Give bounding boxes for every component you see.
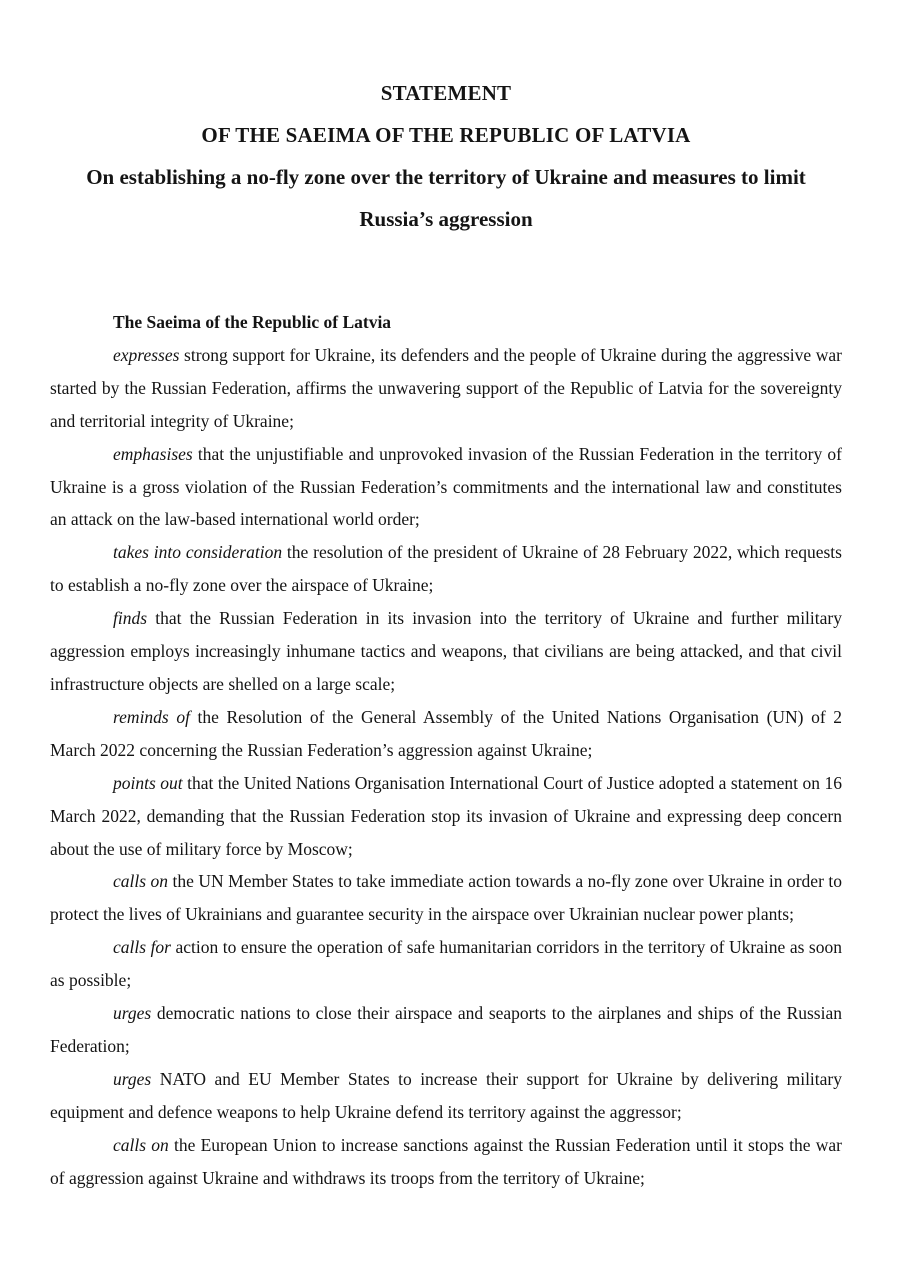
- paragraph-text: democratic nations to close their airspace and seaports to the airplanes and ships of the Russian Federation;: [50, 1003, 842, 1056]
- paragraph-lead-verb: calls for: [113, 937, 171, 958]
- statement-paragraph: [50, 701, 842, 767]
- paragraph-text: that the United Nations Organisation International Court of Justice adopted a statement on 16 March 2022, demanding that the Russian Federation stop its invasion of Ukraine and expressing deep concern about the use of military force by Moscow;: [50, 772, 842, 859]
- paragraph-text: that the Russian Federation in its invasion into the territory of Ukraine and further military aggression employs increasingly inhumane tactics and weapons, that civilians are being attacked, and that civil infrastructure objects are shelled on a large scale;: [50, 608, 842, 694]
- paragraph-lead-verb: emphasises: [113, 443, 193, 464]
- paragraph-text: action to ensure the operation of safe humanitarian corridors in the territory of Ukraine as soon as possible;: [50, 937, 842, 991]
- paragraph-lead-verb: takes into consideration: [113, 542, 283, 563]
- paragraph-lead-verb: points out: [113, 772, 183, 793]
- paragraph-lead-verb: calls on: [113, 1134, 169, 1155]
- statement-paragraph: [50, 438, 842, 537]
- statement-paragraph: [50, 1063, 842, 1129]
- document-body: [50, 306, 842, 1194]
- statement-paragraphs: [50, 339, 842, 1195]
- paragraph-lead-verb: urges: [113, 1068, 152, 1089]
- statement-paragraph: [50, 997, 842, 1063]
- statement-paragraph: [50, 602, 842, 701]
- body-heading: The Saeima of the Republic of Latvia: [113, 312, 392, 332]
- statement-paragraph: [50, 1129, 842, 1195]
- paragraph-text: NATO and EU Member States to increase their support for Ukraine by delivering military equipment and defence weapons to help Ukraine defend its territory against the aggressor;: [50, 1068, 842, 1122]
- paragraph-lead-verb: reminds of: [113, 706, 190, 727]
- paragraph-text: the Resolution of the General Assembly of the United Nations Organisation (UN) of 2 March 2022 concerning the Russian Federation’s aggression against Ukraine;: [50, 706, 842, 760]
- paragraph-text: the resolution of the president of Ukraine of 28 February 2022, which requests to establish a no-fly zone over the airspace of Ukraine;: [50, 542, 842, 596]
- paragraph-lead-verb: finds: [113, 608, 148, 629]
- document-title-line-2: OF THE SAEIMA OF THE REPUBLIC OF LATVIA: [201, 123, 691, 147]
- statement-paragraph: [50, 865, 842, 931]
- paragraph-lead-verb: calls on: [113, 871, 169, 892]
- paragraph-text: that the unjustifiable and unprovoked invasion of the Russian Federation in the territory of Ukraine is a gross violation of the Russian Federation’s commitments and the international law and constitutes an attack on the law-based international world order;: [50, 443, 842, 530]
- paragraph-lead-verb: urges: [113, 1003, 152, 1024]
- statement-paragraph: [50, 339, 842, 438]
- statement-paragraph: [50, 767, 842, 866]
- paragraph-text: the UN Member States to take immediate action towards a no-fly zone over Ukraine in order to protect the lives of Ukrainians and guarantee security in the airspace over Ukrainian nuclear power plants;: [50, 871, 842, 925]
- paragraph-text: strong support for Ukraine, its defenders and the people of Ukraine during the aggressive war started by the Russian Federation, affirms the unwavering support of the Republic of Latvia for the sovereignty and territorial integrity of Ukraine;: [50, 344, 842, 431]
- statement-paragraph: [50, 536, 842, 602]
- paragraph-text: the European Union to increase sanctions against the Russian Federation until it stops the war of aggression against Ukraine and withdraws its troops from the territory of Ukraine;: [50, 1134, 842, 1188]
- paragraph-lead-verb: expresses: [113, 344, 180, 365]
- document-title-line-1: STATEMENT: [380, 81, 512, 105]
- statement-paragraph: [50, 931, 842, 997]
- document-subtitle: On establishing a no-fly zone over the territory of Ukraine and measures to limit Russia’s aggression: [86, 165, 806, 231]
